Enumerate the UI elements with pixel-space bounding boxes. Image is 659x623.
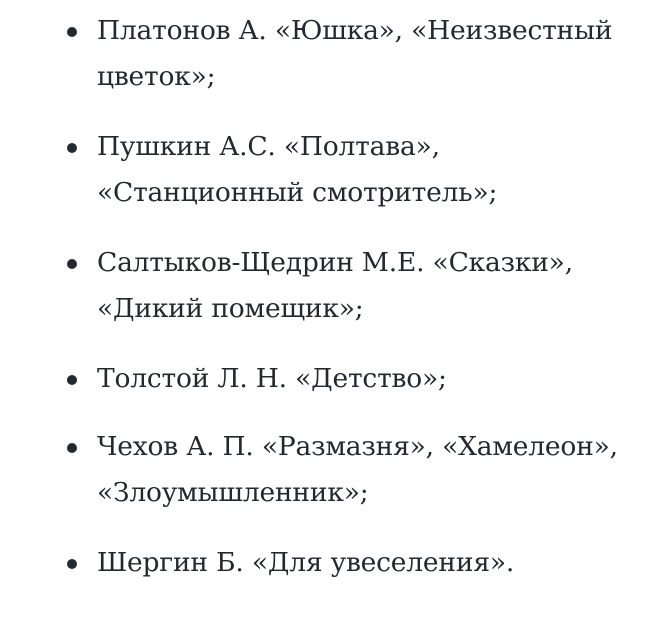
list-item-text: Платонов А. «Юшка», «Неизвестный цветок»; bbox=[97, 15, 613, 92]
list-item-text: Пушкин А.С. «Полтава», «Станционный смотритель»; bbox=[97, 131, 498, 208]
list-item-text: Толстой Л. Н. «Детство»; bbox=[97, 363, 447, 394]
bullet-icon bbox=[67, 375, 77, 385]
list-item-text: Салтыков-Щедрин М.Е. «Сказки», «Дикий помещик»; bbox=[97, 247, 573, 324]
bullet-icon bbox=[67, 259, 77, 269]
list-item-text: Чехов А. П. «Размазня», «Хамелеон», «Злоумышленник»; bbox=[97, 431, 618, 508]
bullet-icon bbox=[67, 27, 77, 37]
bullet-icon bbox=[67, 143, 77, 153]
list-item-text: Шергин Б. «Для увеселения». bbox=[97, 547, 515, 578]
bullet-icon bbox=[67, 559, 77, 569]
bullet-icon bbox=[67, 443, 77, 453]
